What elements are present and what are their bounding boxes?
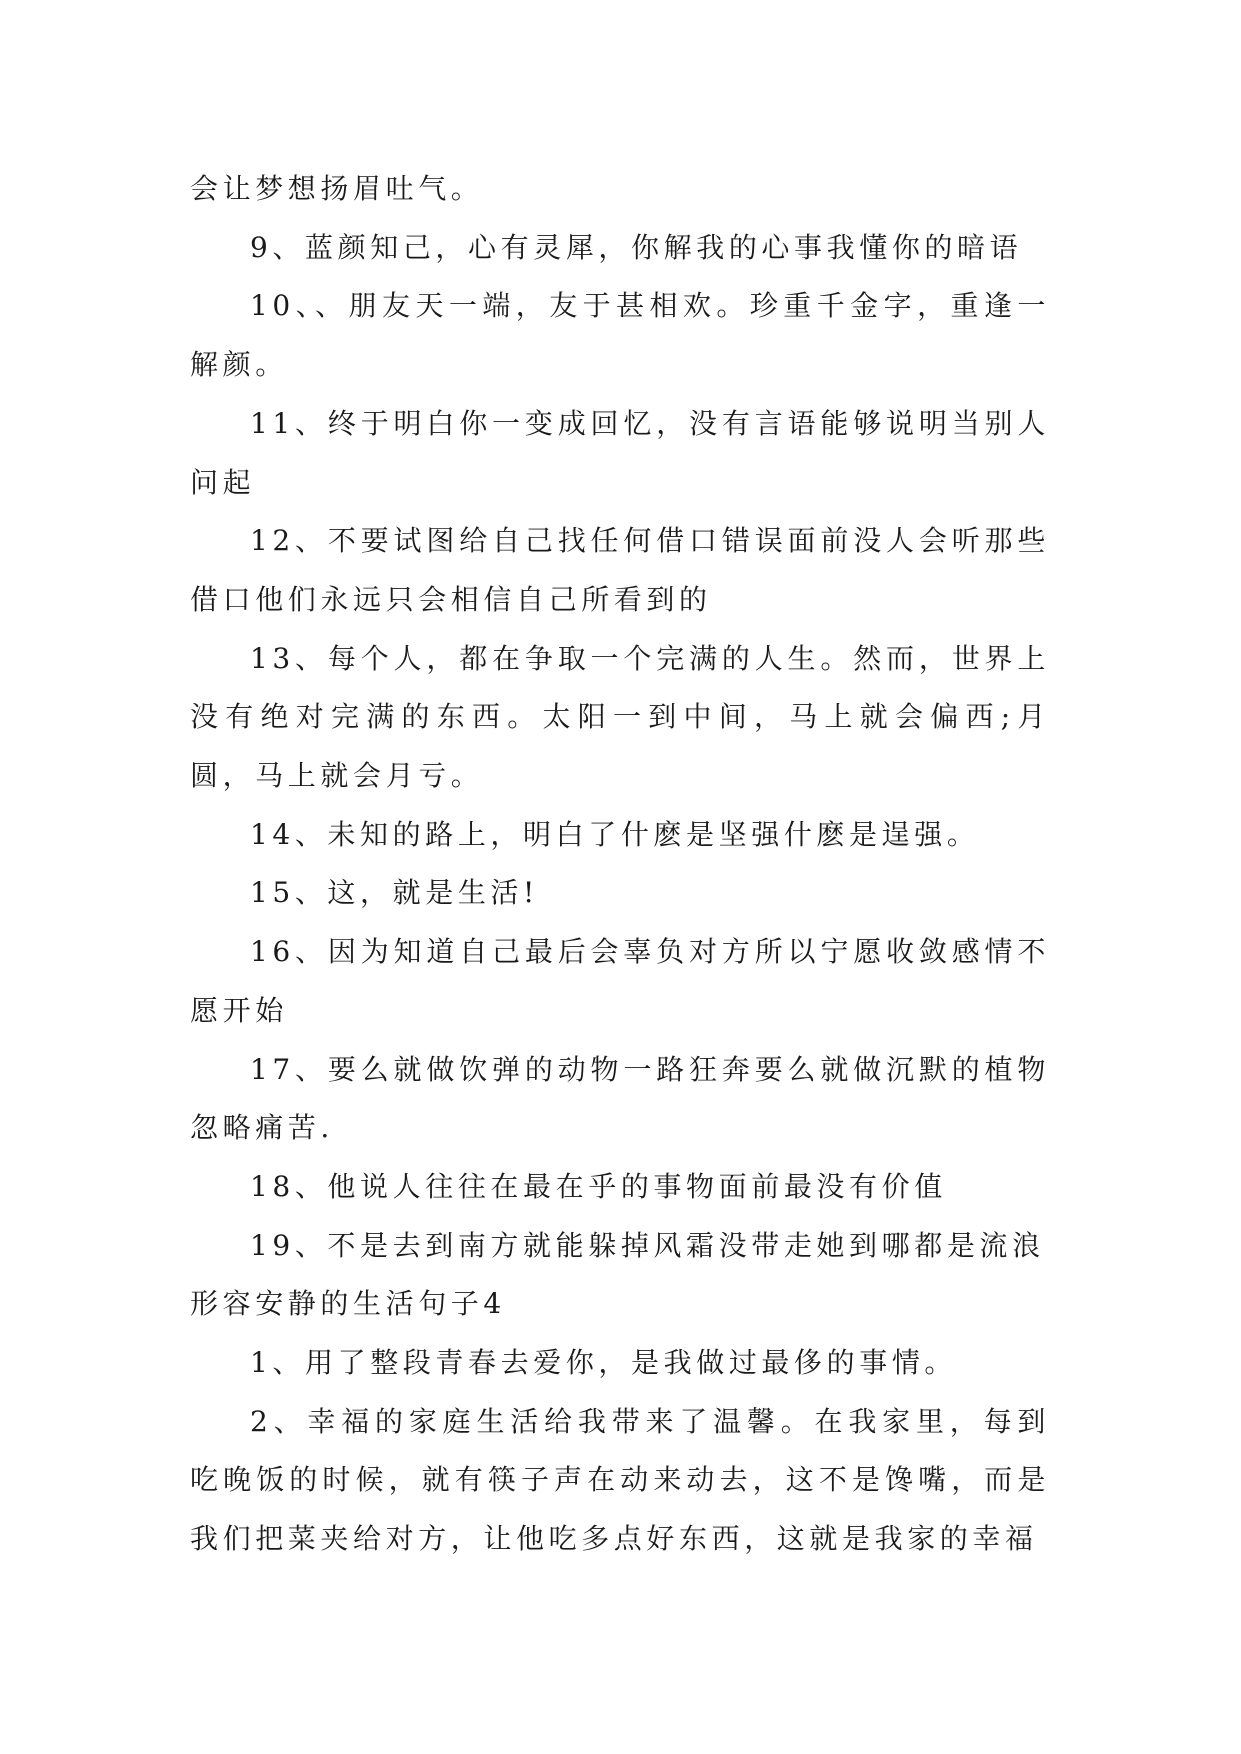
body-text [190,160,1050,1569]
section-heading: 形容安静的生活句子4 [190,1287,506,1321]
list-item: 18、他说人往往在最在乎的事物面前最没有价值 [250,1169,947,1203]
list-item: 11、终于明白你一变成回忆，没有言语能够说明当别人问起 [190,406,1050,499]
list-item: 14、未知的路上，明白了什麽是坚强什麽是逞强。 [250,817,980,851]
list-item: 2、幸福的家庭生活给我带来了温馨。在我家里，每到吃晚饭的时候，就有筷子声在动来动去，这不是馋嘴，而是我们把菜夹给对方，让他吃多点好东西，这就是我家的幸福 [190,1404,1050,1556]
list-item: 13、每个人，都在争取一个完满的人生。然而，世界上没有绝对完满的东西。太阳一到中间，马上就会偏西;月圆，马上就会月亏。 [190,641,1050,793]
list-item: 10、、朋友天一端，友于甚相欢。珍重千金字，重逢一解颜。 [190,289,1050,382]
list-item: 16、因为知道自己最后会辜负对方所以宁愿收敛感情不愿开始 [190,935,1050,1027]
paragraph: 会让梦想扬眉吐气。 [190,172,484,205]
list-item: 19、不是去到南方就能躲掉风霜没带走她到哪都是流浪 [250,1228,1045,1262]
list-item: 12、不要试图给自己找任何借口错误面前没人会听那些借口他们永远只会相信自己所看到的 [190,524,1050,616]
list-item: 17、要么就做饮弹的动物一路狂奔要么就做沉默的植物忽略痛苦. [190,1052,1050,1145]
list-item: 15、这，就是生活! [250,876,539,910]
list-item: 1、用了整段青春去爱你，是我做过最侈的事情。 [250,1346,958,1380]
list-item: 9、蓝颜知己，心有灵犀，你解我的心事我懂你的暗语 [250,230,1023,264]
